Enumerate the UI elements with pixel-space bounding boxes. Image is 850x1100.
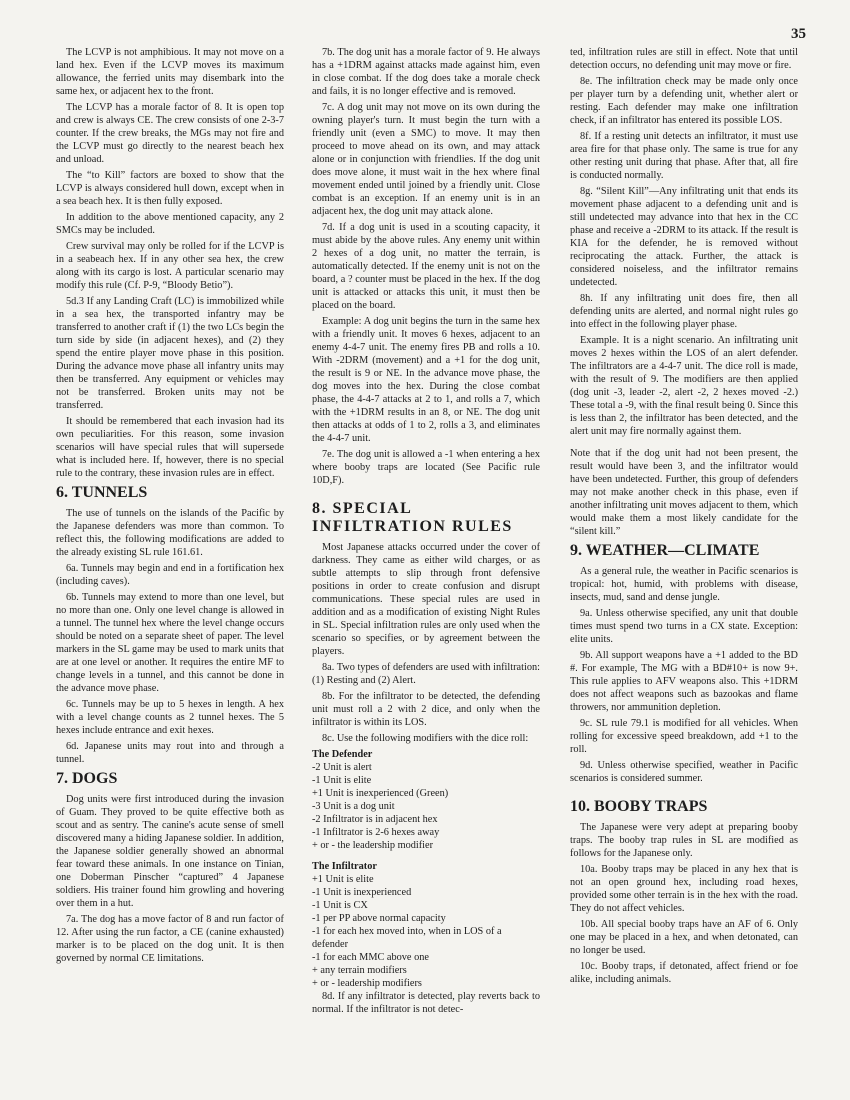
modifier-item: -1 Unit is elite bbox=[312, 775, 372, 786]
paragraph: 9b. All support weapons have a +1 added to the BD #. For example, The MG with a BD#10+ is now 9+. This rule applies to AFV weapons also. This +1DRM does not affect weapons such as bazookas and flame throwers, nor ammunition depletion. bbox=[570, 650, 798, 713]
paragraph: 7c. A dog unit may not move on its own during the owning player's turn. It must begin the turn with a friendly unit (even a SMC) to move. It may then proceed to move ahead on its own, and may attack alone or in conjunction with friendlies. If the dog unit does move alone, it must wait in the hex where final movement ended until joined by a friendly unit. Close combat is an exception. If an enemy unit is in an adjacent hex, the dog unit may attack alone. bbox=[312, 102, 540, 217]
modifier-item: -1 for each hex moved into, when in LOS of a defender bbox=[312, 926, 502, 950]
paragraph: 6b. Tunnels may extend to more than one level, but no more than one. Only one level change is allowed in a tunnel. The tunnel hex where the level change occurs should be noted on a separate sheet of paper. The level markers in the SL game may be used to mark units that are at one level or another. It requires the entire MF to change levels in a tunnel, and this cannot be done in the advance move phase. bbox=[56, 592, 284, 694]
paragraph: As a general rule, the weather in Pacific scenarios is tropical: hot, humid, with problems with disease, insects, mud, sand and dense jungle. bbox=[570, 566, 798, 603]
modifier-item: -2 Infiltrator is in adjacent hex bbox=[312, 814, 438, 825]
paragraph: 8b. For the infiltrator to be detected, the defending unit must roll a 2 with 2 dice, and only when the infiltrator is within its LOS. bbox=[312, 691, 540, 728]
paragraph: 7d. If a dog unit is used in a scouting capacity, it must abide by the above rules. Any enemy unit within 2 hexes of a dog unit, no matter the terrain, is automatically detected. If the enemy unit is not on the board, a ? counter must be placed in the hex. If the dog unit is attacked or attacks this unit, it must then be placed on the board. bbox=[312, 222, 540, 311]
section-heading-weather: 9. WEATHER—CLIMATE bbox=[570, 542, 760, 559]
modifier-item: +1 Unit is elite bbox=[312, 874, 374, 885]
section-heading-tunnels: 6. TUNNELS bbox=[56, 484, 148, 501]
paragraph: 8h. If any infiltrating unit does fire, then all defending units are alerted, and normal night rules go into effect in the following player phase. bbox=[570, 293, 798, 330]
column-2 bbox=[312, 46, 540, 1019]
modifier-item: -1 Unit is inexperienced bbox=[312, 887, 412, 898]
paragraph: 9c. SL rule 79.1 is modified for all vehicles. When rolling for excessive speed breakdown, add +1 to the roll. bbox=[570, 718, 798, 755]
paragraph: The LCVP has a morale factor of 8. It is open top and crew is always CE. The crew consists of one 2-3-7 counter. If the crew breaks, the MGs may not fire and the LCVP must go directly to the nearest beach hex and unload. bbox=[56, 102, 284, 165]
paragraph: The “to Kill” factors are boxed to show that the LCVP is always considered hull down, except when in a sea beach hex. It is then fully exposed. bbox=[56, 170, 284, 207]
paragraph: Most Japanese attacks occurred under the cover of darkness. They came as either wild charges, or as subtle attempts to slip through front defensive positions in order to create confusion and disrupt communications. These special rules are used in addition and as a modification of existing Night Rules in SL. Special infiltration rules are only used when the scenario so specifies, or by agreement between the players. bbox=[312, 542, 540, 657]
modifier-item: + or - the leadership modifier bbox=[312, 840, 434, 851]
section-heading-dogs: 7. DOGS bbox=[56, 770, 118, 787]
paragraph: 7b. The dog unit has a morale factor of 9. He always has a +1DRM against attacks made against him, even in close combat. If the dog does take a morale check and fails, it is no longer effective and is removed. bbox=[312, 47, 540, 97]
section-heading-infiltration: 8. SPECIAL INFILTRATION RULES bbox=[312, 500, 513, 535]
paragraph: Note that if the dog unit had not been present, the result would have been 3, and the infiltrator would have been undetected. Further, this group of defenders may not make another check in this phase, even if another infiltrating unit moves adjacent to them, which would make them a most likely candidate for the “silent kill.” bbox=[570, 448, 798, 537]
modifier-item: -1 per PP above normal capacity bbox=[312, 913, 446, 924]
paragraph: 10c. Booby traps, if detonated, affect friend or foe alike, including animals. bbox=[570, 961, 798, 985]
modifier-item: -3 Unit is a dog unit bbox=[312, 801, 395, 812]
paragraph: 8e. The infiltration check may be made only once per player turn by a defending unit, whether alert or resting. Each defender may make one infiltration check, if an infiltrator has entered its possible LOS. bbox=[570, 76, 798, 126]
subheading-infiltrator: The Infiltrator bbox=[312, 861, 377, 872]
paragraph: 8a. Two types of defenders are used with infiltration: (1) Resting and (2) Alert. bbox=[312, 662, 540, 686]
paragraph: Example: A dog unit begins the turn in the same hex with a friendly unit. It moves 6 hexes, adjacent to an enemy 4-4-7 unit. The enemy fires PB and rolls a 10. With -2DRM (movement) and a +1 for the dog unit, the result is 9 or NE. In the advance move phase, the dog moves into the hex. During the close combat phase, the 4-4-7 attacks at 2 to 1, and rolls a 7, which with the +1DRM results in an 8, or NE. The dog unit then attacks at odds of 1 to 2, rolls a 3, and eliminates the 4-4-7 unit. bbox=[312, 316, 540, 444]
paragraph: The use of tunnels on the islands of the Pacific by the Japanese defenders was more than common. To reflect this, the following modifications are added to the already existing SL rule 161.61. bbox=[56, 508, 284, 558]
paragraph: 6d. Japanese units may rout into and through a tunnel. bbox=[56, 741, 284, 765]
paragraph: ted, infiltration rules are still in effect. Note that until detection occurs, no defending unit may move or fire. bbox=[570, 47, 798, 71]
paragraph: 8c. Use the following modifiers with the dice roll: bbox=[322, 733, 529, 744]
paragraph: 7e. The dog unit is allowed a -1 when entering a hex where booby traps are located (See Pacific rule 10D,F). bbox=[312, 449, 540, 486]
modifier-item: -1 for each MMC above one bbox=[312, 952, 429, 963]
paragraph: 10a. Booby traps may be placed in any hex that is not an open ground hex, including road hexes, provided some other terrain is in the hex with the road. They do not affect vehicles. bbox=[570, 864, 798, 914]
paragraph: Crew survival may only be rolled for if the LCVP is in a seabeach hex. If in any other sea hex, the crew along with its cargo is lost. A particular scenario may modify this rule (Cf. P-9, “Bloody Betio”). bbox=[56, 241, 284, 291]
modifier-item: -1 Infiltrator is 2-6 hexes away bbox=[312, 827, 440, 838]
paragraph: The LCVP is not amphibious. It may not move on a land hex. Even if the LCVP moves its maximum allowance, the ferried units may disembark into the same hex, or adjacent hex to the front. bbox=[56, 47, 284, 97]
modifier-item: + any terrain modifiers bbox=[312, 965, 407, 976]
paragraph: 9a. Unless otherwise specified, any unit that double times must spend two turns in a CX state. Exception: elite units. bbox=[570, 608, 798, 645]
modifier-item: -2 Unit is alert bbox=[312, 762, 372, 773]
paragraph: 7a. The dog has a move factor of 8 and run factor of 12. After using the run factor, a CE (canine exhausted) marker is to be placed on the dog unit. It is then governed by normal CE limitations. bbox=[56, 914, 284, 964]
paragraph: The Japanese were very adept at preparing booby traps. The booby trap rules in SL are modified as follows for the Japanese only. bbox=[570, 822, 798, 859]
paragraph: Example. It is a night scenario. An infiltrating unit moves 2 hexes within the LOS of an alert defender. The infiltrators are a 4-4-7 unit. The dice roll is made, with the result of 9. The modifiers are then applied (dog unit -3, leader -2, alert -2, 2 hexes moved -2.) These total a -9, with the final result being 0. Since this is less than 2, the infiltrator has been detected, and the alert unit may fire normally against them. bbox=[570, 335, 798, 437]
modifier-item: + or - leadership modifiers bbox=[312, 978, 422, 989]
paragraph: In addition to the above mentioned capacity, any 2 SMCs may be included. bbox=[56, 212, 284, 236]
paragraph: 5d.3 If any Landing Craft (LC) is immobilized while in a sea hex, the transported infantry may be transferred to another craft if (1) the two LCs begin the turn side by side (in adjacent hexes), and (2) they spend the entire player move phase in this position. During the advance move phase all infantry units may then be transferred. Any equipment or vehicles may not be transferred. Broken units may not be transferred. bbox=[56, 296, 284, 411]
paragraph: Dog units were first introduced during the invasion of Guam. They proved to be quite effective both as scout and as sentry. The canine's acute sense of smell discovered many a hiding Japanese soldier. In addition, the Japanese soldier generally showed an abnormal fear toward these animals. In one instance on Tinian, one Doberman Pinscher “captured” 4 Japanese soldiers. His trainer found him growling and hovering over them in a hut. bbox=[56, 794, 284, 909]
column-1 bbox=[56, 46, 284, 968]
paragraph: 8d. If any infiltrator is detected, play reverts back to normal. If the infiltrator is not detec- bbox=[312, 991, 540, 1015]
paragraph: 9d. Unless otherwise specified, weather in Pacific scenarios is considered summer. bbox=[570, 760, 798, 784]
paragraph: 6c. Tunnels may be up to 5 hexes in length. A hex with a level change counts as 2 tunnel hexes. The 5 hexes include entrance and exit hexes. bbox=[56, 699, 284, 736]
paragraph: 8f. If a resting unit detects an infiltrator, it must use area fire for that phase only. The same is true for any other resting unit during that phase. After that, all fire is conducted normally. bbox=[570, 131, 798, 181]
column-3 bbox=[570, 46, 798, 989]
modifier-item: -1 Unit is CX bbox=[312, 900, 368, 911]
modifier-item: +1 Unit is inexperienced (Green) bbox=[312, 788, 449, 799]
paragraph: 6a. Tunnels may begin and end in a fortification hex (including caves). bbox=[56, 563, 284, 587]
paragraph: 10b. All special booby traps have an AF of 6. Only one may be placed in a hex, and when detonated, can no longer be used. bbox=[570, 919, 798, 956]
page-number: 35 bbox=[791, 26, 806, 42]
paragraph: It should be remembered that each invasion had its own peculiarities. For this reason, some invasion scenarios will have special rules that will supersede what is included here. If, however, there is no special rule to the contrary, these invasion rules are in effect. bbox=[56, 416, 284, 479]
paragraph: 8g. “Silent Kill”—Any infiltrating unit that ends its movement phase adjacent to a defending unit and is still undetected may advance into that hex in the CC phase and receive a -2DRM to its attack. If the result is KIA for the defender, he is removed without reciprocating the attack. Further, the attack is considered noiseless, and the infiltrator remains undetected. bbox=[570, 186, 798, 288]
section-heading-booby-traps: 10. BOOBY TRAPS bbox=[570, 798, 708, 815]
subheading-defender: The Defender bbox=[312, 749, 373, 760]
